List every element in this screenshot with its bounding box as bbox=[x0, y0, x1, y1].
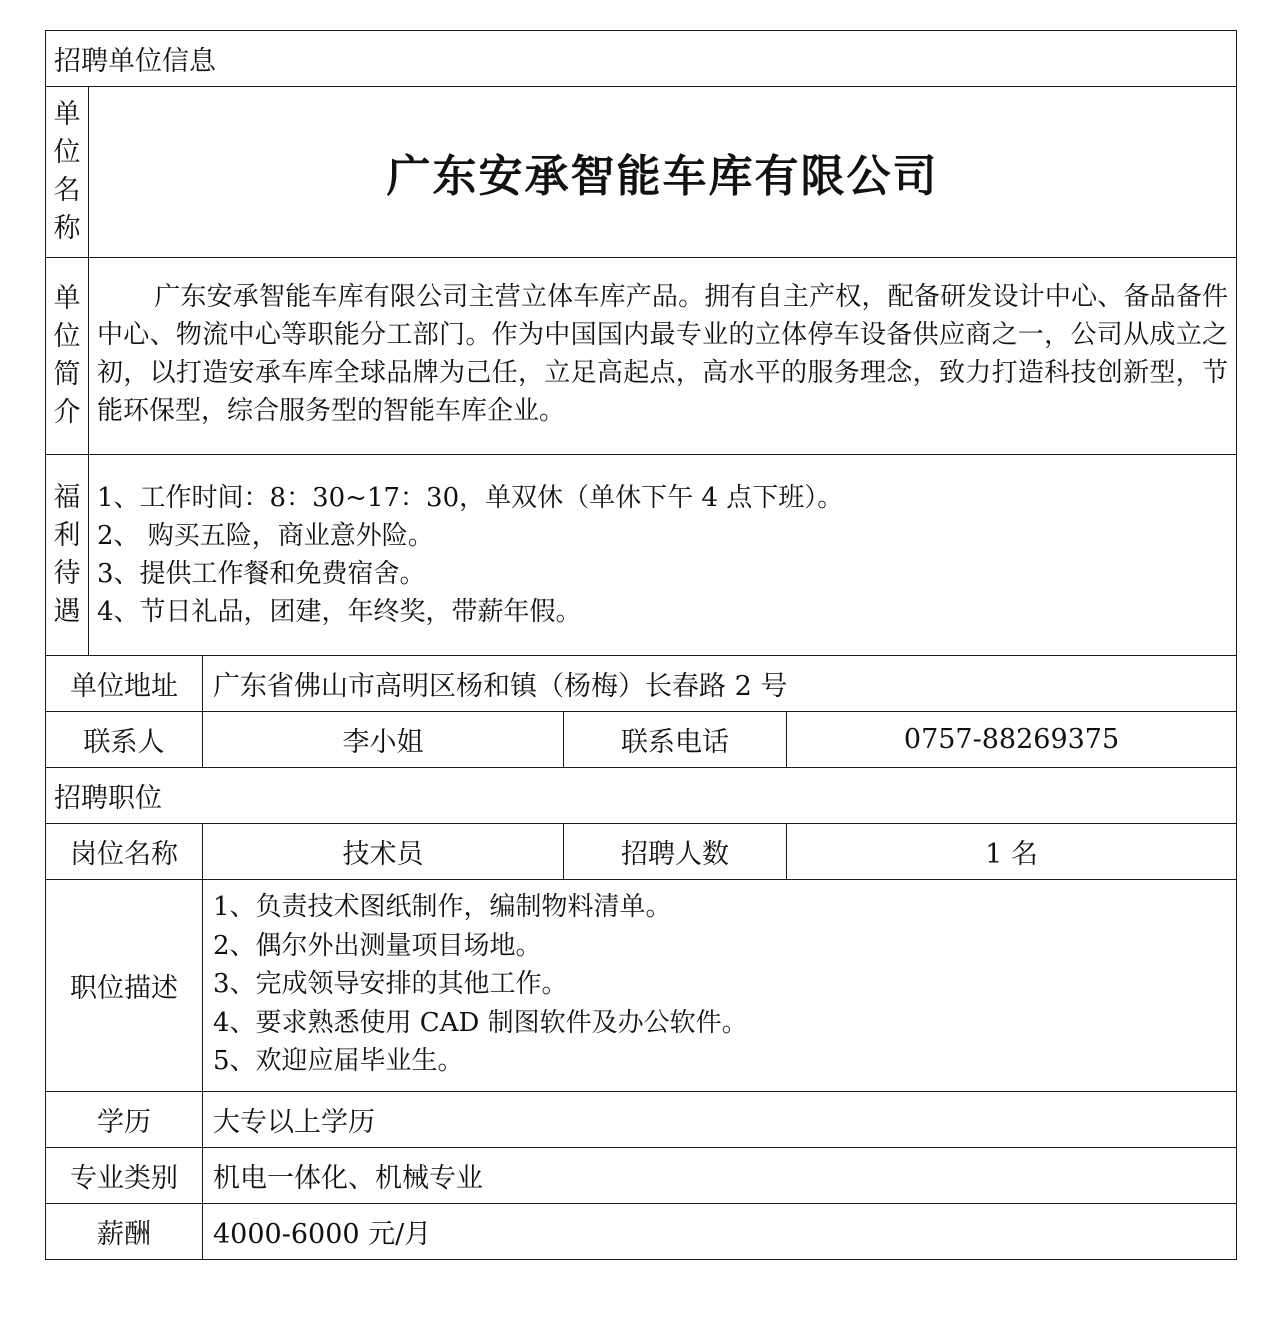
benefit-item: 1、工作时间：8：30~17：30，单双休（单休下午 4 点下班）。 bbox=[97, 483, 844, 513]
company-name-label: 单 位 名 称 bbox=[46, 87, 89, 258]
section-title-company-info: 招聘单位信息 bbox=[46, 31, 1237, 87]
contact-row bbox=[46, 712, 1237, 768]
recruitment-table bbox=[45, 30, 1237, 1260]
education-value: 大专以上学历 bbox=[203, 1091, 1237, 1147]
address-label: 单位地址 bbox=[46, 656, 203, 712]
position-desc-row bbox=[46, 880, 1237, 1092]
benefit-item: 4、节日礼品，团建，年终奖，带薪年假。 bbox=[97, 597, 582, 627]
company-intro-label: 单 位 简 介 bbox=[46, 258, 89, 455]
phone-value: 0757-88269375 bbox=[787, 712, 1237, 768]
desc-item: 5、欢迎应届毕业生。 bbox=[213, 1046, 464, 1076]
position-desc-list bbox=[203, 880, 1237, 1092]
section-title-positions: 招聘职位 bbox=[46, 768, 1237, 824]
position-count-label: 招聘人数 bbox=[564, 824, 787, 880]
education-row bbox=[46, 1091, 1237, 1147]
position-title-row bbox=[46, 824, 1237, 880]
position-count-value: 1 名 bbox=[787, 824, 1237, 880]
company-intro-text: 广东安承智能车库有限公司主营立体车库产品。拥有自主产权，配备研发设计中心、备品备件中心、物流中心等职能分工部门。作为中国国内最专业的立体停车设备供应商之一，公司从成立之初，以打造安承车库全球品牌为己任，立足高起点，高水平的服务理念，致力打造科技创新型，节能环保型，综合服务型的智能车库企业。 bbox=[97, 282, 1229, 426]
desc-item: 2、偶尔外出测量项目场地。 bbox=[213, 930, 542, 961]
section-row-company-info bbox=[46, 31, 1237, 87]
company-name: 广东安承智能车库有限公司 bbox=[89, 87, 1237, 258]
desc-item: 4、要求熟悉使用 CAD 制图软件及办公软件。 bbox=[213, 1007, 748, 1038]
benefit-item: 3、提供工作餐和免费宿舍。 bbox=[97, 559, 426, 589]
major-label: 专业类别 bbox=[46, 1147, 203, 1203]
address-value: 广东省佛山市高明区杨和镇（杨梅）长春路 2 号 bbox=[203, 656, 1237, 712]
company-intro-row bbox=[46, 258, 1237, 455]
position-title-label: 岗位名称 bbox=[46, 824, 203, 880]
desc-item: 3、完成领导安排的其他工作。 bbox=[213, 969, 568, 999]
salary-row bbox=[46, 1203, 1237, 1259]
company-name-row bbox=[46, 87, 1237, 258]
benefits-list bbox=[89, 455, 1237, 656]
company-intro bbox=[89, 258, 1237, 455]
position-title-value: 技术员 bbox=[203, 824, 564, 880]
salary-label: 薪酬 bbox=[46, 1203, 203, 1259]
benefits-row bbox=[46, 455, 1237, 656]
major-value: 机电一体化、机械专业 bbox=[203, 1147, 1237, 1203]
contact-value: 李小姐 bbox=[203, 712, 564, 768]
section-row-positions bbox=[46, 768, 1237, 824]
phone-label: 联系电话 bbox=[564, 712, 787, 768]
position-desc-label: 职位描述 bbox=[46, 880, 203, 1092]
benefit-item: 2、 购买五险，商业意外险。 bbox=[97, 521, 434, 551]
salary-value: 4000-6000 元/月 bbox=[203, 1203, 1237, 1259]
benefits-label: 福 利 待 遇 bbox=[46, 455, 89, 656]
contact-label: 联系人 bbox=[46, 712, 203, 768]
major-row bbox=[46, 1147, 1237, 1203]
desc-item: 1、负责技术图纸制作，编制物料清单。 bbox=[213, 892, 672, 922]
recruitment-sheet bbox=[45, 30, 1236, 1260]
education-label: 学历 bbox=[46, 1091, 203, 1147]
address-row bbox=[46, 656, 1237, 712]
